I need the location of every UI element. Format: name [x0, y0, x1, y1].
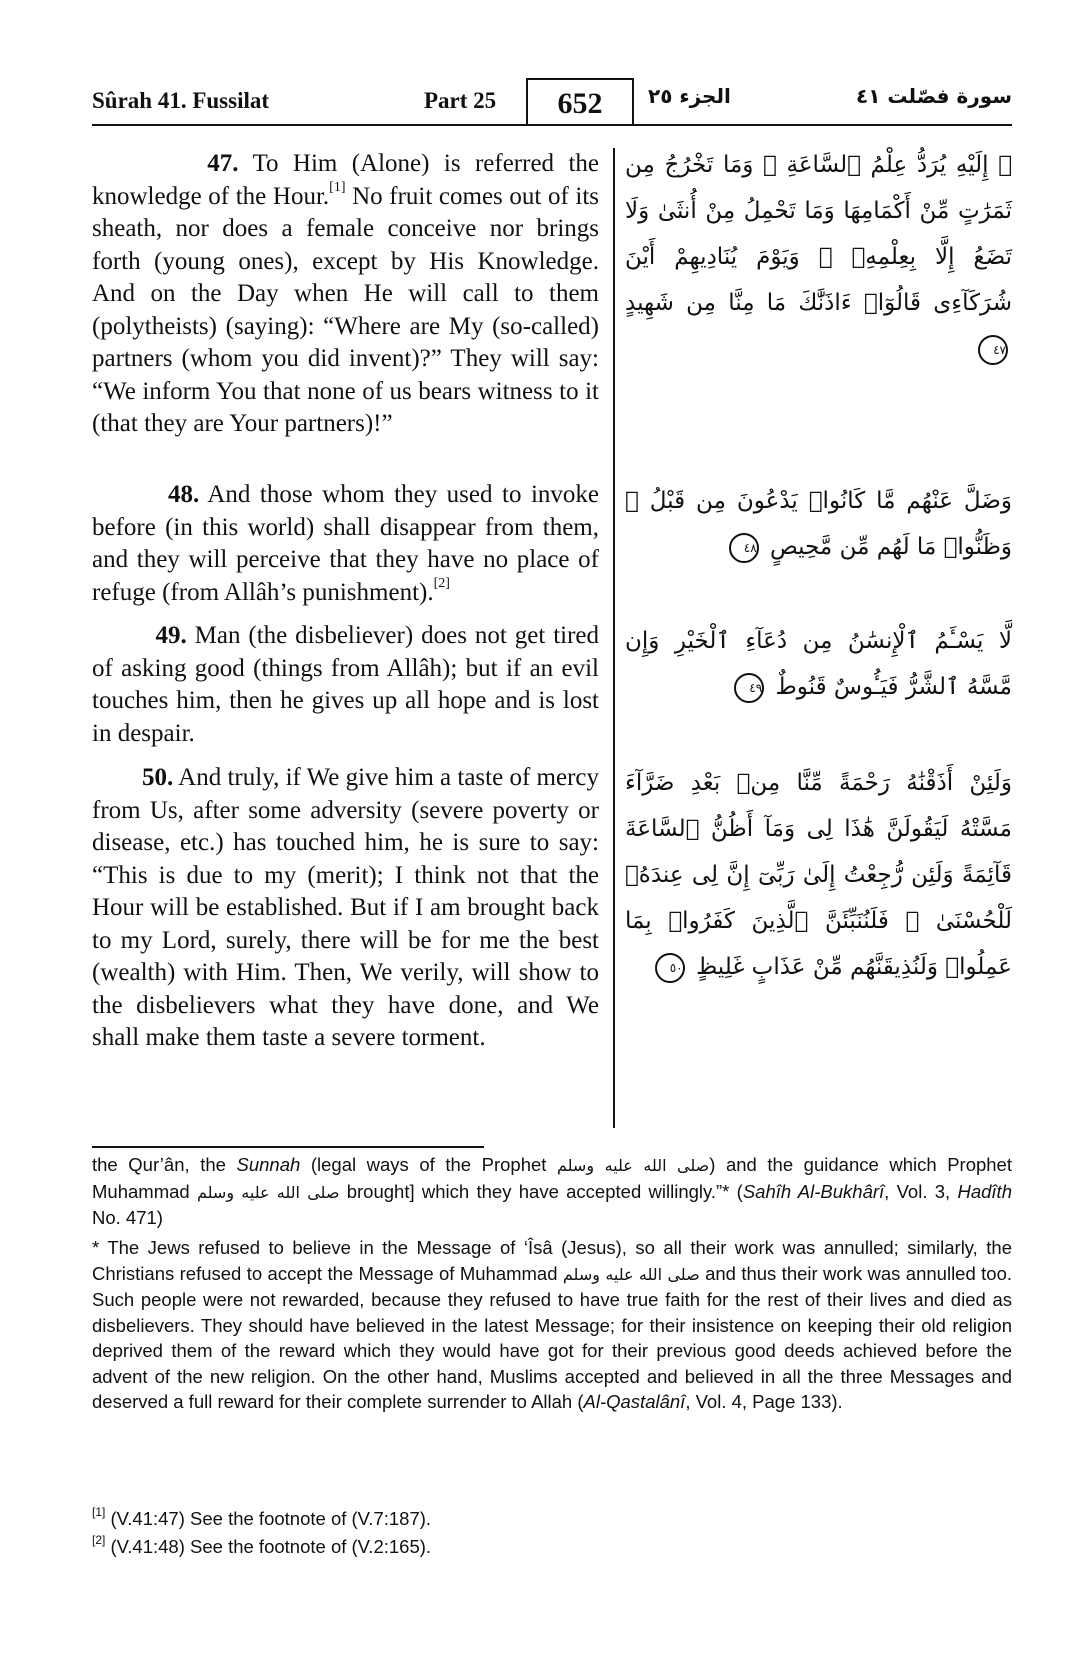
verse-47-translation: 47. To Him (Alone) is referred the knowledge of the Hour.[1] No fruit comes out of its sheath, nor does a female conceive nor brings forth (young ones), except by His Knowledge. And on the Day when He will call to them (polytheists) (saying): “Where are My (so-called) partners (whom you did invent)?” They will say: “We inform You that none of us bears witness to it (that they are Your partners)!” — [92, 150, 600, 437]
footnote-divider — [92, 1146, 484, 1148]
part-label: Part 25 — [424, 88, 497, 113]
surah-title-arabic: سورة فصّلت ٤١ — [855, 84, 1012, 108]
footnote-continuation: the Qur’ân, the Sunnah (legal ways of the Prophet صلى الله عليه وسلم) and the guidance which Prophet Muhammad صلى الله عليه وسلم brought] which they have accepted willingly.”* (Sahîh Al-Bukhârî, Vol. 3, Hadîth No. 471) — [92, 1154, 1012, 1228]
surah-title-english: Sûrah 41. Fussilat — [92, 88, 270, 113]
ayah-end-marker: ٥٠ — [655, 953, 685, 983]
verse-number: 50. — [142, 764, 174, 791]
page-number: 652 — [526, 78, 634, 124]
salutation-arabic: صلى الله عليه وسلم — [196, 1182, 340, 1202]
verse-49-translation: 49. Man (the disbeliever) does not get tired of asking good (things from Allâh); but if an evil touches him, then he gives up all hope and is lost in despair. — [92, 622, 600, 747]
footnote-ref[interactable]: [2] — [433, 575, 450, 591]
verse-48-arabic: وَضَلَّ عَنْهُم مَّا كَانُوا۟ يَدْعُونَ مِن قَبْلُ ۖ وَظَنُّوا۟ مَا لَهُم مِّن مَّحِيصٍ ٤٨ — [625, 478, 1012, 570]
ayah-end-marker: ٤٨ — [729, 533, 759, 563]
verse-number: 49. — [155, 622, 187, 649]
page-header — [92, 78, 1012, 124]
ayah-end-marker: ٤٩ — [734, 673, 764, 703]
verse-49-arabic: لَّا يَسْـَٔمُ ٱلْإِنسَٰنُ مِن دُعَآءِ ٱلْخَيْرِ وَإِن مَّسَّهُ ٱلشَّرُّ فَيَـُٔوسٌ قَنُوطٌ ٤٩ — [625, 618, 1012, 710]
salutation-arabic: صلى الله عليه وسلم — [562, 1264, 700, 1284]
verse-number: 47. — [207, 150, 239, 177]
juz-label-arabic: الجزء ٢٥ — [648, 84, 731, 108]
salutation-arabic: صلى الله عليه وسلم — [556, 1156, 710, 1175]
verse-50-arabic: وَلَئِنْ أَذَقْنَٰهُ رَحْمَةً مِّنَّا مِنۢ بَعْدِ ضَرَّآءَ مَسَّتْهُ لَيَقُولَنَّ هَٰذَا لِى وَمَآ أَظُنُّ ٱلسَّاعَةَ قَآئِمَةً وَلَئِن رُّجِعْتُ إِلَىٰ رَبِّىٓ إِنَّ لِى عِندَهُۥ لَلْحُسْنَىٰ ۚ فَلَنُنَبِّئَنَّ ٱلَّذِينَ كَفَرُوا۟ بِمَا عَمِلُوا۟ وَلَنُذِيقَنَّهُم مِّنْ عَذَابٍ غَلِيظٍ ٥٠ — [625, 760, 1012, 990]
header-divider — [92, 124, 1012, 126]
footnote-marker: [1] — [92, 1505, 106, 1519]
ayah-end-marker: ٤٧ — [978, 335, 1008, 365]
footnote-1: [1] (V.41:47) See the footnote of (V.7:187). — [92, 1505, 432, 1529]
footnote-asterisk: * The Jews refused to believe in the Message of ‘Îsâ (Jesus), so all their work was annulled; similarly, the Christians refused to accept the Message of Muhammad صلى الله عليه وسلم and thus their work was annulled too. Such people were not rewarded, because they refused to have true faith for the rest of their lives and died as disbelievers. They should have believed in the latest Message; for their insistence on keeping their old religion deprived them of the reward which they would have got for their previous good deeds achieved before the advent of the new religion. On the other hand, Muslims accepted and believed in all the three Messages and deserved a full reward for their complete surrender to Allah (Al-Qastalânî, Vol. 4, Page 133). — [92, 1237, 1012, 1412]
footnote-marker: [2] — [92, 1533, 106, 1547]
verse-number: 48. — [167, 481, 200, 508]
footnote-ref[interactable]: [1] — [329, 179, 346, 195]
column-divider — [613, 148, 615, 1128]
footnote-2: [2] (V.41:48) See the footnote of (V.2:165). — [92, 1533, 432, 1557]
verse-48-translation: 48. And those whom they used to invoke before (in this world) shall disappear from them, and they will perceive that they have no place of refuge (from Allâh’s punishment).[2] — [92, 481, 599, 606]
verse-50-translation: 50. And truly, if We give him a taste of mercy from Us, after some adversity (severe poverty or disease, etc.) has touched him, he is sure to say: “This is due to my (merit); I think not that the Hour will be established. But if I am brought back to my Lord, surely, there will be for me the best (wealth) with Him. Then, We verily, will show to the disbelievers what they have done, and We shall make them taste a severe torment. — [92, 764, 599, 1051]
verse-47-arabic: ۞ إِلَيْهِ يُرَدُّ عِلْمُ ٱلسَّاعَةِ ۚ وَمَا تَخْرُجُ مِن ثَمَرَٰتٍ مِّنْ أَكْمَامِهَا وَمَا تَحْمِلُ مِنْ أُنثَىٰ وَلَا تَضَعُ إِلَّا بِعِلْمِهِۦ ۚ وَيَوْمَ يُنَادِيهِمْ أَيْنَ شُرَكَآءِى قَالُوٓا۟ ءَاذَنَّٰكَ مَا مِنَّا مِن شَهِيدٍ ٤٧ — [625, 142, 1012, 372]
